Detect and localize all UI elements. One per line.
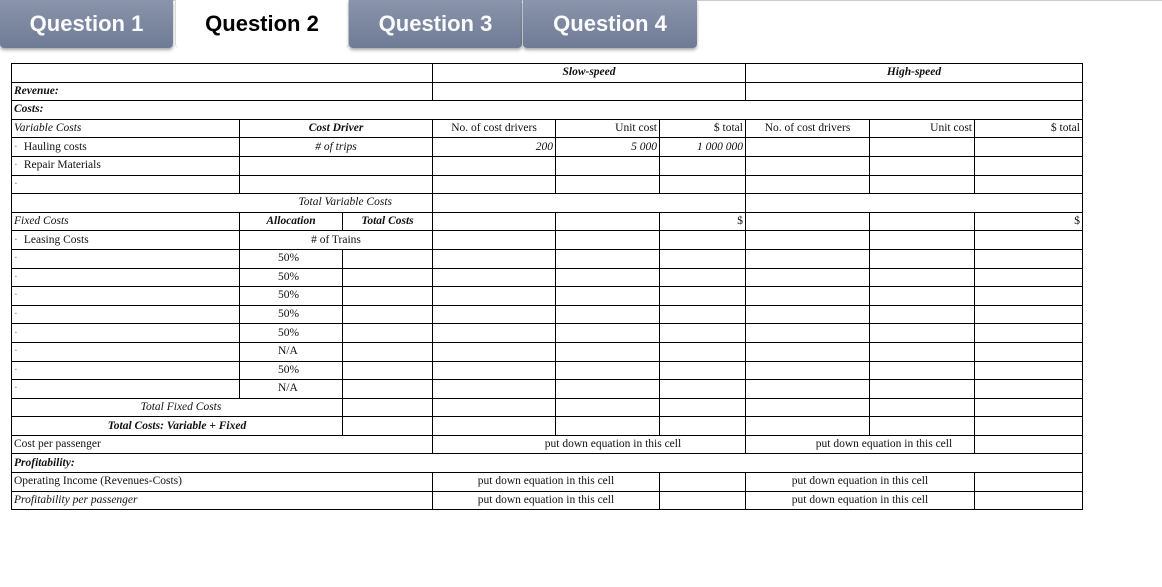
table-cell[interactable] (975, 398, 1083, 417)
table-cell[interactable] (343, 305, 433, 324)
table-cell[interactable] (870, 231, 975, 250)
table-row (12, 119, 1083, 138)
table-cell[interactable] (556, 324, 660, 343)
table-cell[interactable] (746, 156, 870, 175)
table-cell[interactable] (343, 287, 433, 306)
table-row (12, 175, 1083, 194)
table-cell[interactable] (433, 305, 556, 324)
allocation-cell: 50% (240, 249, 343, 268)
table-cell[interactable] (975, 268, 1083, 287)
table-row (12, 212, 1083, 231)
table-row (12, 398, 1083, 417)
table-row (12, 138, 1083, 157)
table-cell[interactable] (870, 324, 975, 343)
table-cell[interactable] (12, 324, 240, 343)
hauling-slow-total[interactable]: 1 000 000 (660, 138, 746, 157)
table-cell[interactable] (433, 324, 556, 343)
table-cell[interactable] (975, 156, 1083, 175)
table-cell[interactable] (975, 138, 1083, 157)
table-cell[interactable] (433, 342, 556, 361)
tab-label: Question 3 (378, 11, 493, 36)
high-no-cost-drivers-header: No. of cost drivers (746, 119, 870, 138)
leasing-costs-label: · Leasing Costs (12, 231, 240, 250)
table-row (12, 156, 1083, 175)
table-cell[interactable] (746, 361, 870, 380)
table-row (12, 491, 1083, 510)
hauling-costs-label: · Hauling costs (12, 138, 240, 157)
allocation-cell: 50% (240, 305, 343, 324)
table-cell[interactable] (433, 175, 556, 194)
slow-unit-cost-header: Unit cost (556, 119, 660, 138)
table-cell[interactable] (746, 175, 870, 194)
table-cell[interactable] (343, 398, 433, 417)
table-cell[interactable] (660, 342, 746, 361)
table-cell[interactable] (975, 305, 1083, 324)
table-cell[interactable] (12, 64, 433, 83)
table-cell[interactable] (975, 435, 1083, 454)
table-row (12, 82, 1083, 101)
table-cell[interactable] (746, 417, 870, 436)
table-cell[interactable] (343, 249, 433, 268)
table-cell[interactable] (975, 249, 1083, 268)
slow-cost-per-passenger-equation[interactable]: put down equation in this cell (433, 435, 746, 454)
table-cell[interactable] (975, 342, 1083, 361)
table-cell[interactable] (870, 287, 975, 306)
table-cell[interactable] (870, 305, 975, 324)
allocation-cell: N/A (240, 380, 343, 399)
table-cell[interactable] (343, 361, 433, 380)
table-cell[interactable] (746, 231, 870, 250)
hauling-slow-drivers[interactable]: 200 (433, 138, 556, 157)
table-cell[interactable] (12, 249, 240, 268)
costs-label: Costs: (12, 101, 1083, 120)
table-cell[interactable] (660, 231, 746, 250)
total-fixed-costs-label: Total Fixed Costs (12, 398, 343, 417)
table-cell[interactable] (556, 156, 660, 175)
table-cell[interactable] (660, 268, 746, 287)
table-cell[interactable] (12, 342, 240, 361)
table-cell[interactable] (870, 380, 975, 399)
table-cell[interactable] (556, 361, 660, 380)
cost-analysis-table (11, 63, 1083, 510)
high-cost-per-passenger-equation[interactable]: put down equation in this cell (746, 435, 975, 454)
table-cell[interactable] (975, 491, 1083, 510)
table-cell[interactable] (12, 175, 240, 194)
table-cell[interactable] (660, 380, 746, 399)
repair-materials-label: · Repair Materials (12, 156, 240, 175)
table-cell[interactable] (746, 380, 870, 399)
tab-label: Question 2 (205, 11, 319, 36)
table-cell[interactable] (975, 231, 1083, 250)
table-cell[interactable] (975, 324, 1083, 343)
table-cell[interactable] (433, 231, 556, 250)
high-profitability-per-passenger-equation[interactable]: put down equation in this cell (746, 491, 975, 510)
table-row (12, 194, 1083, 213)
high-dollar-sign: $ (975, 212, 1083, 231)
table-cell[interactable] (660, 249, 746, 268)
high-operating-income-equation[interactable]: put down equation in this cell (746, 473, 975, 492)
table-cell[interactable] (343, 268, 433, 287)
profitability-label: Profitability: (12, 454, 1083, 473)
hauling-driver: # of trips (240, 138, 433, 157)
table-cell[interactable] (556, 398, 660, 417)
table-cell[interactable] (746, 138, 870, 157)
table-cell[interactable] (660, 175, 746, 194)
table-row (12, 268, 1083, 287)
table-row (12, 473, 1083, 492)
table-cell[interactable] (660, 491, 746, 510)
table-cell[interactable] (12, 361, 240, 380)
table-cell[interactable] (433, 212, 556, 231)
table-row (12, 64, 1083, 83)
table-cell[interactable] (975, 361, 1083, 380)
table-cell[interactable] (343, 324, 433, 343)
table-row (12, 231, 1083, 250)
allocation-header: Allocation (240, 212, 343, 231)
table-cell[interactable] (343, 380, 433, 399)
table-cell[interactable] (660, 361, 746, 380)
fixed-costs-label: Fixed Costs (12, 212, 240, 231)
total-variable-high-cell[interactable] (746, 194, 1083, 213)
table-cell[interactable] (12, 287, 240, 306)
allocation-cell: 50% (240, 268, 343, 287)
table-cell[interactable] (870, 342, 975, 361)
table-cell[interactable] (975, 380, 1083, 399)
table-cell[interactable] (433, 249, 556, 268)
table-cell[interactable] (556, 380, 660, 399)
table-cell[interactable] (870, 156, 975, 175)
table-cell[interactable] (556, 175, 660, 194)
tab-question-3[interactable] (349, 0, 522, 48)
table-cell[interactable] (556, 305, 660, 324)
revenue-label: Revenue: (12, 82, 433, 101)
table-row (12, 380, 1083, 399)
allocation-cell: 50% (240, 361, 343, 380)
allocation-cell: 50% (240, 324, 343, 343)
table-cell[interactable] (746, 398, 870, 417)
variable-costs-label: Variable Costs (12, 119, 240, 138)
table-cell[interactable] (870, 138, 975, 157)
table-cell[interactable] (556, 212, 660, 231)
table-cell[interactable] (746, 268, 870, 287)
trains-driver: # of Trains (240, 231, 433, 250)
table-cell[interactable] (12, 380, 240, 399)
slow-dollar-sign: $ (660, 212, 746, 231)
slow-speed-header: Slow-speed (433, 64, 746, 83)
total-variable-costs-label: Total Variable Costs (12, 194, 433, 213)
table-row (12, 101, 1083, 120)
table-cell[interactable] (660, 156, 746, 175)
high-total-header: $ total (975, 119, 1083, 138)
table-cell[interactable] (870, 268, 975, 287)
table-cell[interactable] (975, 473, 1083, 492)
slow-no-cost-drivers-header: No. of cost drivers (433, 119, 556, 138)
table-cell[interactable] (12, 268, 240, 287)
tab-question-2[interactable] (175, 0, 349, 48)
table-row (12, 361, 1083, 380)
table-row (12, 305, 1083, 324)
table-cell[interactable] (870, 212, 975, 231)
table-cell[interactable] (746, 305, 870, 324)
total-costs-variable-fixed-label: Total Costs: Variable + Fixed (12, 417, 343, 436)
table-cell[interactable] (660, 398, 746, 417)
total-costs-header: Total Costs (343, 212, 433, 231)
tab-label: Question 1 (29, 11, 144, 36)
slow-profitability-per-passenger-equation[interactable]: put down equation in this cell (433, 491, 660, 510)
slow-total-header: $ total (660, 119, 746, 138)
table-cell[interactable] (660, 324, 746, 343)
tab-question-1[interactable] (0, 0, 173, 48)
table-cell[interactable] (433, 156, 556, 175)
table-cell[interactable] (343, 342, 433, 361)
table-cell[interactable] (975, 175, 1083, 194)
table-row (12, 342, 1083, 361)
table-row (12, 249, 1083, 268)
allocation-cell: N/A (240, 342, 343, 361)
high-speed-header: High-speed (746, 64, 1083, 83)
tab-label: Question 4 (553, 11, 667, 36)
table-cell[interactable] (240, 156, 433, 175)
table-cell[interactable] (660, 305, 746, 324)
table-cell[interactable] (12, 305, 240, 324)
table-cell[interactable] (746, 212, 870, 231)
table-cell[interactable] (343, 417, 433, 436)
table-row (12, 417, 1083, 436)
table-cell[interactable] (433, 268, 556, 287)
table-row (12, 435, 1083, 454)
table-cell[interactable] (660, 287, 746, 306)
tab-bar (0, 0, 1162, 50)
slow-operating-income-equation[interactable]: put down equation in this cell (433, 473, 660, 492)
table-cell[interactable] (870, 398, 975, 417)
profitability-per-passenger-label: Profitability per passenger (12, 491, 433, 510)
table-cell[interactable] (433, 398, 556, 417)
table-cell[interactable] (556, 268, 660, 287)
cost-driver-header: Cost Driver (240, 119, 433, 138)
table-cell[interactable] (433, 417, 556, 436)
table-cell[interactable] (433, 380, 556, 399)
table-cell[interactable] (660, 473, 746, 492)
table-cell[interactable] (556, 287, 660, 306)
table-cell[interactable] (556, 342, 660, 361)
revenue-high-cell[interactable] (746, 82, 1083, 101)
table-cell[interactable] (433, 287, 556, 306)
tab-question-4[interactable] (523, 0, 697, 48)
high-unit-cost-header: Unit cost (870, 119, 975, 138)
table-cell[interactable] (975, 417, 1083, 436)
table-cell[interactable] (746, 342, 870, 361)
table-cell[interactable] (746, 249, 870, 268)
operating-income-label: Operating Income (Revenues-Costs) (12, 473, 433, 492)
total-variable-slow-cell[interactable] (433, 194, 746, 213)
table-cell[interactable] (870, 249, 975, 268)
table-cell[interactable] (556, 249, 660, 268)
hauling-slow-unit-cost[interactable]: 5 000 (556, 138, 660, 157)
table-cell[interactable] (556, 231, 660, 250)
table-cell[interactable] (240, 175, 433, 194)
allocation-cell: 50% (240, 287, 343, 306)
table-cell[interactable] (975, 287, 1083, 306)
table-row (12, 454, 1083, 473)
table-cell[interactable] (433, 361, 556, 380)
cost-per-passenger-label: Cost per passenger (12, 435, 433, 454)
table-cell[interactable] (870, 175, 975, 194)
revenue-slow-cell[interactable] (433, 82, 746, 101)
table-cell[interactable] (870, 361, 975, 380)
table-cell[interactable] (746, 287, 870, 306)
table-cell[interactable] (870, 417, 975, 436)
table-cell[interactable] (556, 417, 660, 436)
table-row (12, 324, 1083, 343)
table-cell[interactable] (660, 417, 746, 436)
table-cell[interactable] (746, 324, 870, 343)
table-row (12, 287, 1083, 306)
